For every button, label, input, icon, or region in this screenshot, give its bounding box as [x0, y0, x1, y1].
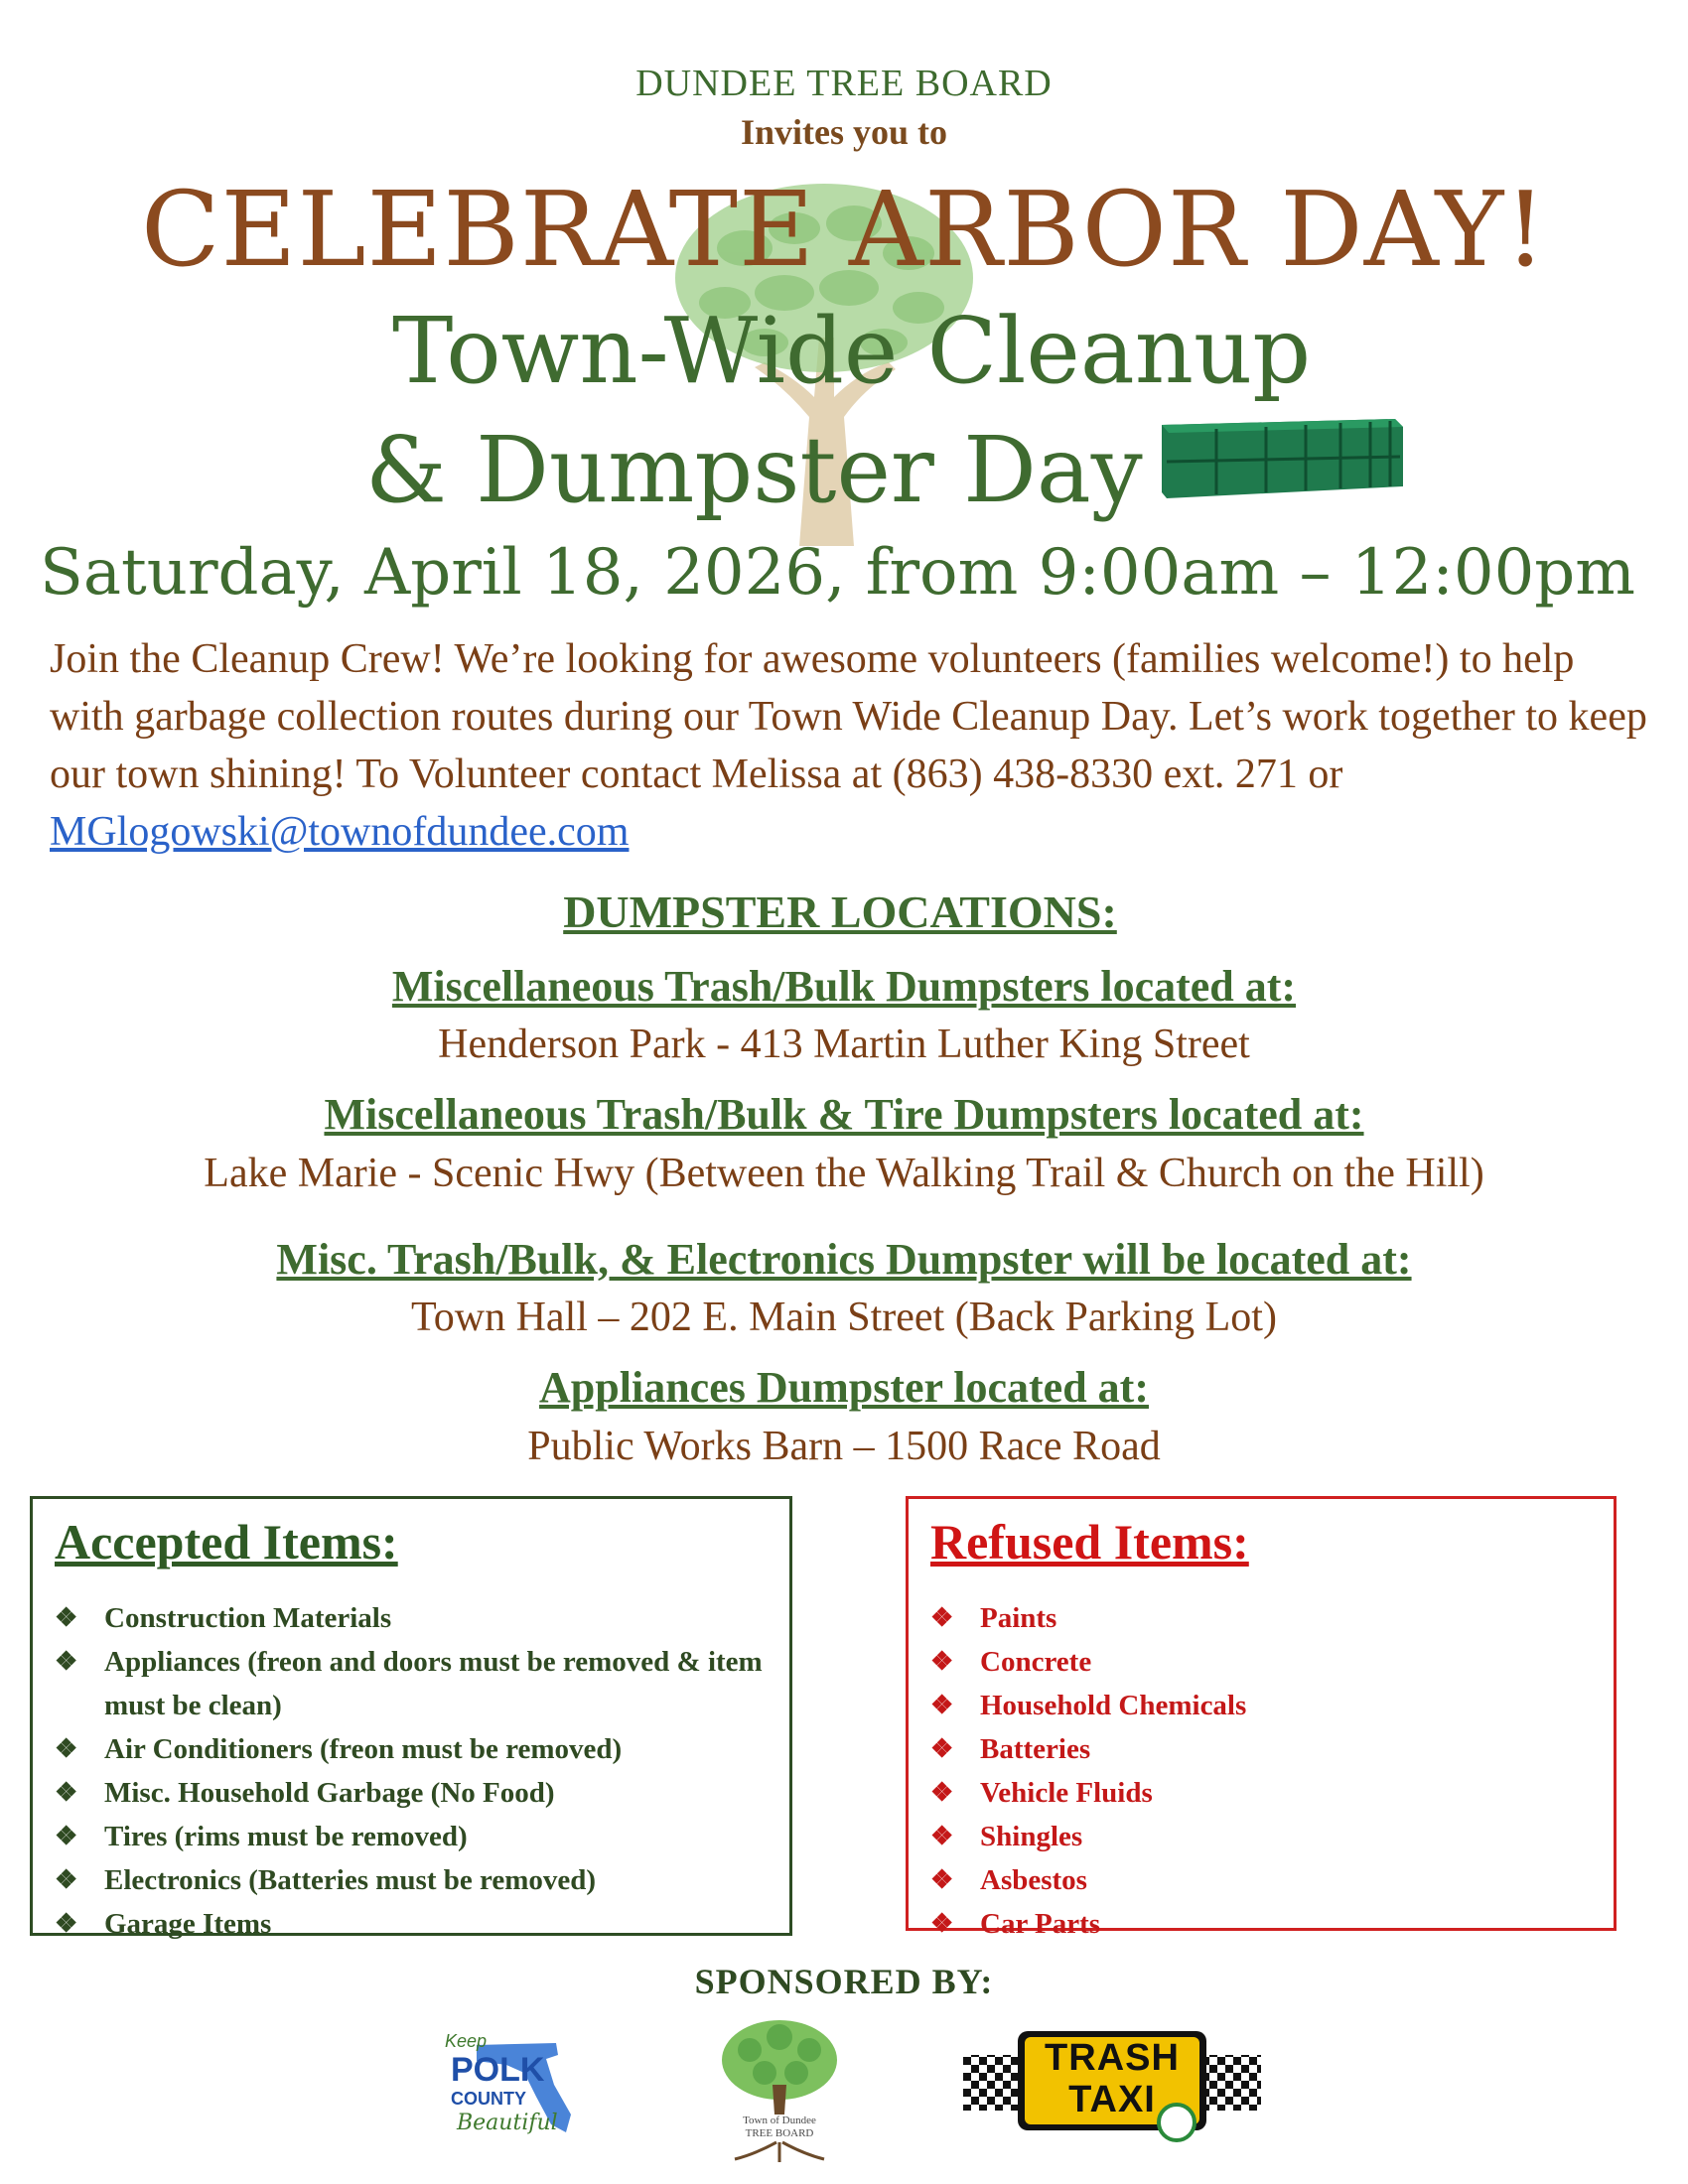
bullet-icon: ❖: [55, 1603, 78, 1632]
list-item: ❖ Concrete: [930, 1640, 1246, 1684]
logo-text: Beautiful: [457, 2111, 558, 2135]
logo-text: Keep: [445, 2031, 488, 2051]
bullet-icon: ❖: [55, 1909, 78, 1938]
event-datetime: Saturday, April 18, 2026, from 9:00am – 12:00pm: [40, 536, 1635, 610]
headline: CELEBRATE ARBOR DAY!: [140, 169, 1548, 290]
title-line-1: Town-Wide Cleanup: [392, 298, 1312, 404]
bullet-icon: ❖: [55, 1647, 78, 1676]
logo-text: COUNTY: [451, 2089, 526, 2109]
invite-text: Invites you to: [740, 112, 948, 152]
location-address: Lake Marie - Scenic Hwy (Between the Walking Trail & Church on the Hill): [204, 1151, 1484, 1196]
bullet-icon: ❖: [55, 1778, 78, 1807]
list-item: ❖ Misc. Household Garbage (No Food): [55, 1771, 789, 1815]
logo-text: TRASH: [1045, 2037, 1180, 2079]
tree-icon: [715, 2015, 844, 2164]
bullet-icon: ❖: [930, 1734, 954, 1763]
list-item: ❖ Household Chemicals: [930, 1684, 1246, 1727]
list-item: ❖ Tires (rims must be removed): [55, 1815, 789, 1858]
tree-board-logo: [715, 2015, 844, 2164]
bullet-icon: ❖: [55, 1822, 78, 1850]
list-item: ❖ Shingles: [930, 1815, 1246, 1858]
trash-taxi-logo: [963, 2025, 1261, 2144]
list-item: ❖ Car Parts: [930, 1902, 1246, 1946]
location-title: Misc. Trash/Bulk, & Electronics Dumpster will be located at:: [276, 1235, 1412, 1284]
list-item: ❖ Vehicle Fluids: [930, 1771, 1246, 1815]
logo-text: TREE BOARD: [745, 2127, 814, 2139]
location-address: Henderson Park - 413 Martin Luther King Street: [438, 1022, 1250, 1067]
list-item: ❖ Asbestos: [930, 1858, 1246, 1902]
intro-paragraph: [50, 630, 1658, 861]
accepted-items-box: [30, 1496, 792, 1940]
list-item: ❖ Construction Materials: [55, 1596, 789, 1640]
location-title: Appliances Dumpster located at:: [539, 1363, 1149, 1412]
list-item: ❖ Air Conditioners (freon must be removed): [55, 1727, 789, 1771]
bullet-icon: ❖: [55, 1734, 78, 1763]
bullet-icon: ❖: [930, 1778, 954, 1807]
refused-items-box: [906, 1496, 1617, 1940]
bullet-icon: ❖: [930, 1909, 954, 1938]
location-title: Miscellaneous Trash/Bulk Dumpsters located at:: [391, 962, 1297, 1011]
location-address: Town Hall – 202 E. Main Street (Back Parking Lot): [411, 1295, 1277, 1340]
keep-polk-county-beautiful-logo: [437, 2025, 596, 2144]
accepted-items-list: [55, 1596, 789, 1946]
volunteer-email-link[interactable]: MGlogowski@townofdundee.com: [50, 809, 630, 855]
logo-text: TAXI: [1068, 2079, 1156, 2120]
logo-text: POLK: [451, 2051, 545, 2089]
list-item: ❖ Garage Items: [55, 1902, 789, 1946]
accepted-items-heading: Accepted Items:: [55, 1514, 398, 1570]
organization-name: DUNDEE TREE BOARD: [635, 63, 1053, 104]
locations-heading: DUMPSTER LOCATIONS:: [563, 887, 1117, 937]
title-line-2: & Dumpster Day: [365, 417, 1143, 523]
bullet-icon: ❖: [930, 1865, 954, 1894]
bullet-icon: ❖: [930, 1822, 954, 1850]
refused-items-list: [930, 1596, 1246, 1946]
bullet-icon: ❖: [930, 1603, 954, 1632]
bullet-icon: ❖: [930, 1647, 954, 1676]
dumpster-icon: [1157, 407, 1405, 506]
list-item: ❖ Appliances (freon and doors must be removed & item must be clean): [55, 1640, 789, 1727]
list-item: ❖ Electronics (Batteries must be removed): [55, 1858, 789, 1902]
location-title: Miscellaneous Trash/Bulk & Tire Dumpsters located at:: [324, 1090, 1364, 1139]
bullet-icon: ❖: [55, 1865, 78, 1894]
list-item: ❖ Paints: [930, 1596, 1246, 1640]
sponsored-by-heading: SPONSORED BY:: [694, 1962, 994, 2001]
logo-text: Town of Dundee: [743, 2115, 816, 2126]
intro-text: Join the Cleanup Crew! We’re looking for awesome volunteers (families welcome!) to help with garbage collection routes during our Town Wide Cleanup Day. Let’s work together to keep our town shining! To Volunteer contact Melissa at (863) 438-8330 ext. 271 or: [50, 636, 1647, 797]
bullet-icon: ❖: [930, 1691, 954, 1719]
location-address: Public Works Barn – 1500 Race Road: [527, 1424, 1161, 1469]
refused-items-heading: Refused Items:: [930, 1514, 1249, 1570]
list-item: ❖ Batteries: [930, 1727, 1246, 1771]
